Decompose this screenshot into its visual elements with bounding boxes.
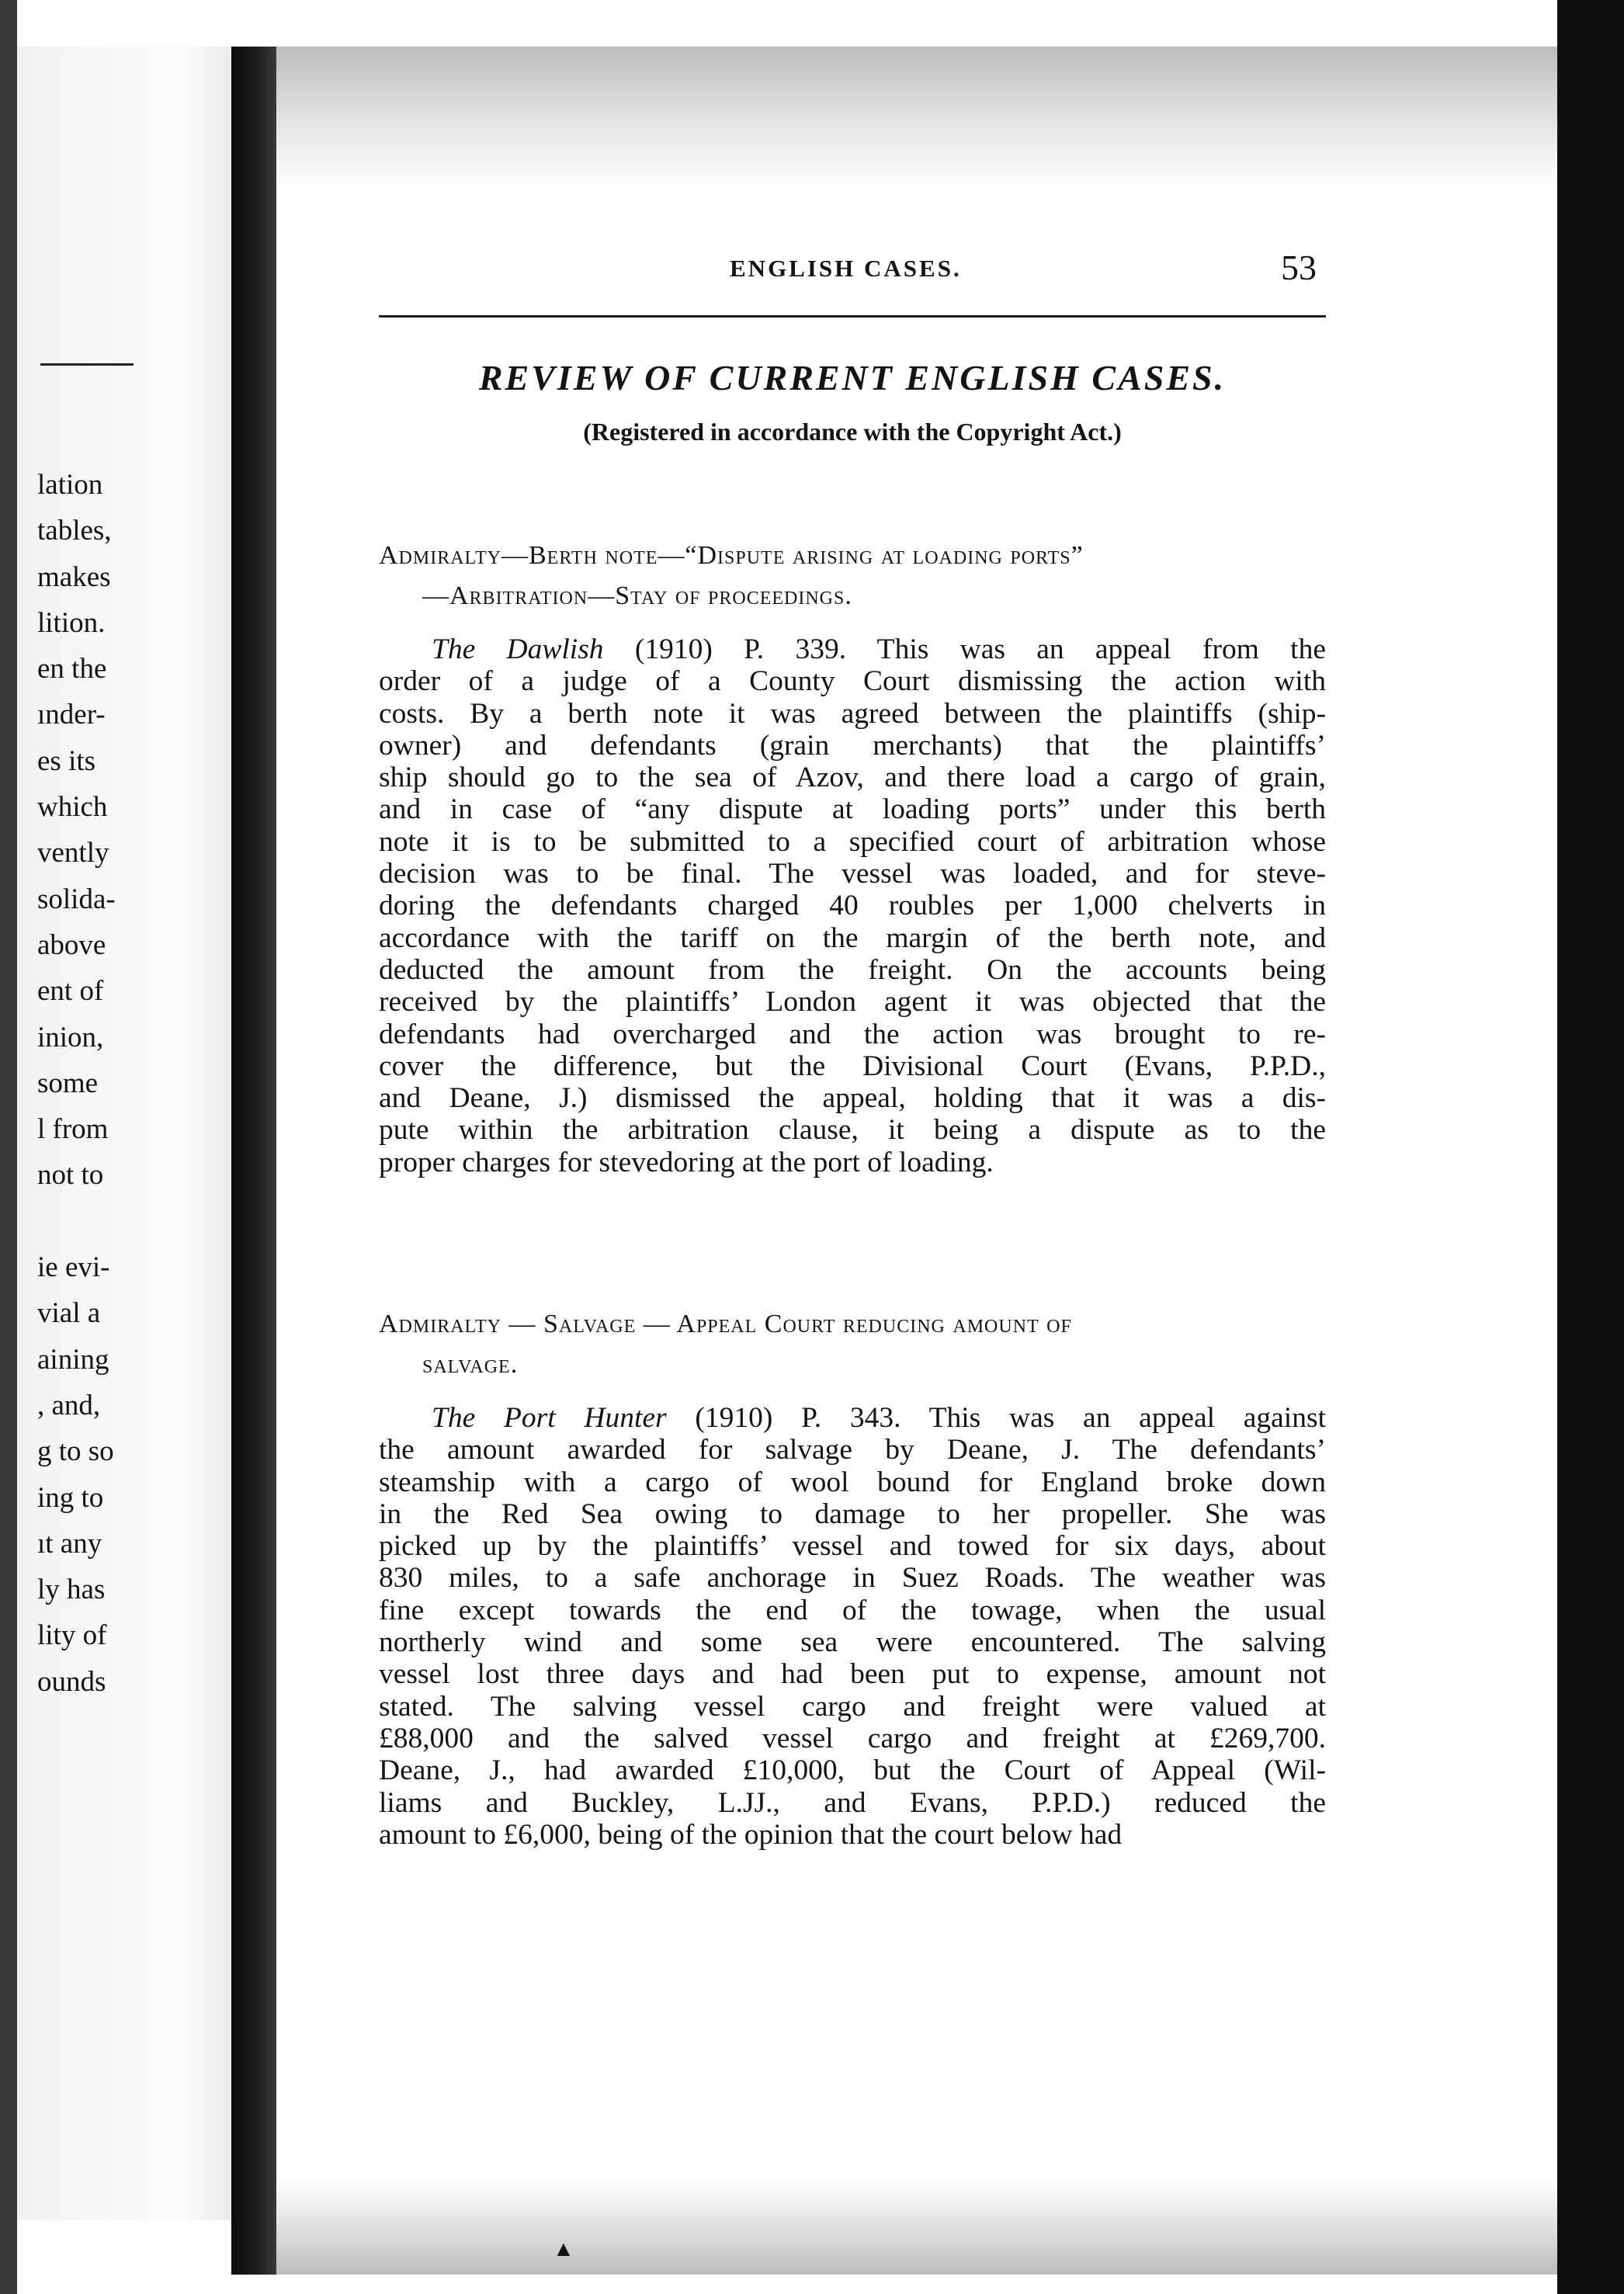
body-line: northerly wind and some sea were encountered. The salving: [379, 1626, 1326, 1659]
case-name: The Port Hunter: [432, 1402, 667, 1434]
previous-page-fragment: lity of: [37, 1619, 107, 1652]
page-number: 53: [1281, 248, 1317, 287]
previous-page-fragment: ie evi-: [37, 1251, 110, 1284]
running-header: ENGLISH CASES.: [730, 255, 962, 282]
body-line: liams and Buckley, L.JJ., and Evans, P.P.D.) reduced the: [379, 1786, 1326, 1819]
body-line: decision was to be final. The vessel was loaded, and for steve-: [379, 858, 1326, 890]
body-line: stated. The salving vessel cargo and freight were valued at: [379, 1690, 1326, 1723]
page-bottom-shade: [276, 2178, 1557, 2275]
previous-page-fragment: lition.: [37, 606, 106, 639]
previous-page-fragment: tables,: [37, 515, 112, 547]
case-heading-line: salvage.: [422, 1350, 519, 1379]
previous-page-fragment: inion,: [37, 1021, 104, 1053]
previous-page-text: [37, 462, 193, 1705]
case-heading-line: —Arbitration—Stay of proceedings.: [422, 581, 852, 610]
body-line: received by the plaintiffs’ London agent it was objected that the: [379, 986, 1326, 1019]
scan-left-border: [0, 0, 17, 2294]
body-line: [379, 633, 1326, 665]
body-line: order of a judge of a County Court dismissing the action with: [379, 665, 1326, 698]
body-line: accordance with the tariff on the margin of the berth note, and: [379, 921, 1326, 954]
body-line: costs. By a berth note it was agreed between the plaintiffs (ship-: [379, 697, 1326, 730]
body-line: in the Red Sea owing to damage to her propeller. She was: [379, 1498, 1326, 1530]
body-line: the amount awarded for salvage by Deane, J. The defendants’: [379, 1434, 1326, 1466]
previous-page-fragment: , and,: [37, 1389, 101, 1421]
previous-page-fragment: g to so: [37, 1435, 114, 1468]
case-body: [379, 1402, 1326, 1851]
body-line: 830 miles, to a safe anchorage in Suez Roads. The weather was: [379, 1562, 1326, 1595]
book-spine-shadow: [231, 47, 276, 2275]
body-line: [379, 1402, 1326, 1434]
previous-page-fragment: ly has: [37, 1574, 106, 1606]
page-top-shade: [276, 47, 1557, 190]
previous-page-fragment: some: [37, 1067, 99, 1099]
body-line: cover the difference, but the Divisional Court (Evans, P.P.D.,: [379, 1050, 1326, 1082]
body-line: vessel lost three days and had been put to expense, amount not: [379, 1658, 1326, 1691]
previous-page-fragment: solida-: [37, 883, 116, 915]
previous-page-fragment: en the: [37, 653, 107, 685]
previous-page-fragment: vently: [37, 837, 109, 869]
body-line: ship should go to the sea of Azov, and there load a cargo of grain,: [379, 762, 1326, 794]
previous-page-edge: [17, 47, 250, 2220]
previous-page-fragment: makes: [37, 560, 111, 593]
header-rule: [379, 315, 1326, 318]
previous-page-rule: [40, 363, 134, 366]
previous-page-fragment: lation: [37, 469, 103, 501]
body-line: and Deane, J.) dismissed the appeal, holding that it was a dis-: [379, 1082, 1326, 1115]
body-line: owner) and defendants (grain merchants) that the plaintiffs’: [379, 729, 1326, 762]
body-line: doring the defendants charged 40 roubles per 1,000 chelverts in: [379, 890, 1326, 922]
scan-right-border: [1557, 0, 1624, 2294]
body-line: deducted the amount from the freight. On the accounts being: [379, 953, 1326, 986]
previous-page-fragment: ounds: [37, 1665, 106, 1698]
previous-page-fragment: es its: [37, 744, 96, 777]
scan-mark: ▲: [553, 2237, 574, 2261]
previous-page-fragment: ent of: [37, 975, 104, 1008]
case-heading: [379, 1304, 1326, 1385]
previous-page-fragment: ınder-: [37, 699, 106, 731]
previous-page-fragment: ing to: [37, 1481, 104, 1514]
previous-page-fragment: [37, 1199, 193, 1244]
body-line: and in case of “any dispute at loading ports” under this berth: [379, 793, 1326, 826]
body-line: amount to £6,000, being of the opinion that the court below had: [379, 1818, 1123, 1851]
body-line-text: (1910) P. 343. This was an appeal against: [666, 1402, 1326, 1434]
case-name: The Dawlish: [432, 633, 604, 665]
copyright-note: (Registered in accordance with the Copyright Act.): [583, 418, 1122, 446]
previous-page-fragment: vial a: [37, 1297, 101, 1330]
page-title: REVIEW OF CURRENT ENGLISH CASES.: [478, 358, 1227, 397]
previous-page-fragment: which: [37, 791, 108, 824]
body-line: fine except towards the end of the towage, when the usual: [379, 1594, 1326, 1626]
body-line: note it is to be submitted to a specified court of arbitration whose: [379, 825, 1326, 858]
previous-page-fragment: not to: [37, 1159, 104, 1192]
case-heading-line: Admiralty—Berth note—“Dispute arising at loading ports”: [379, 541, 1084, 570]
case-heading-line: Admiralty — Salvage — Appeal Court reducing amount of: [379, 1310, 1072, 1338]
body-line: pute within the arbitration clause, it being a dispute as to the: [379, 1114, 1326, 1147]
previous-page-fragment: above: [37, 928, 106, 961]
body-line: steamship with a cargo of wool bound for England broke down: [379, 1466, 1326, 1498]
body-line: defendants had overcharged and the action was brought to re-: [379, 1018, 1326, 1050]
previous-page-fragment: ıt any: [37, 1527, 102, 1560]
case-body: [379, 633, 1326, 1178]
body-line-text: (1910) P. 339. This was an appeal from the: [603, 633, 1326, 665]
body-line: £88,000 and the salved vessel cargo and freight at £269,700.: [379, 1722, 1326, 1754]
body-line: Deane, J., had awarded £10,000, but the Court of Appeal (Wil-: [379, 1754, 1326, 1787]
previous-page-fragment: aining: [37, 1343, 109, 1376]
body-line: proper charges for stevedoring at the port of loading.: [379, 1146, 994, 1178]
body-line: picked up by the plaintiffs’ vessel and towed for six days, about: [379, 1530, 1326, 1563]
case-heading: [379, 536, 1326, 616]
previous-page-fragment: l from: [37, 1113, 109, 1146]
